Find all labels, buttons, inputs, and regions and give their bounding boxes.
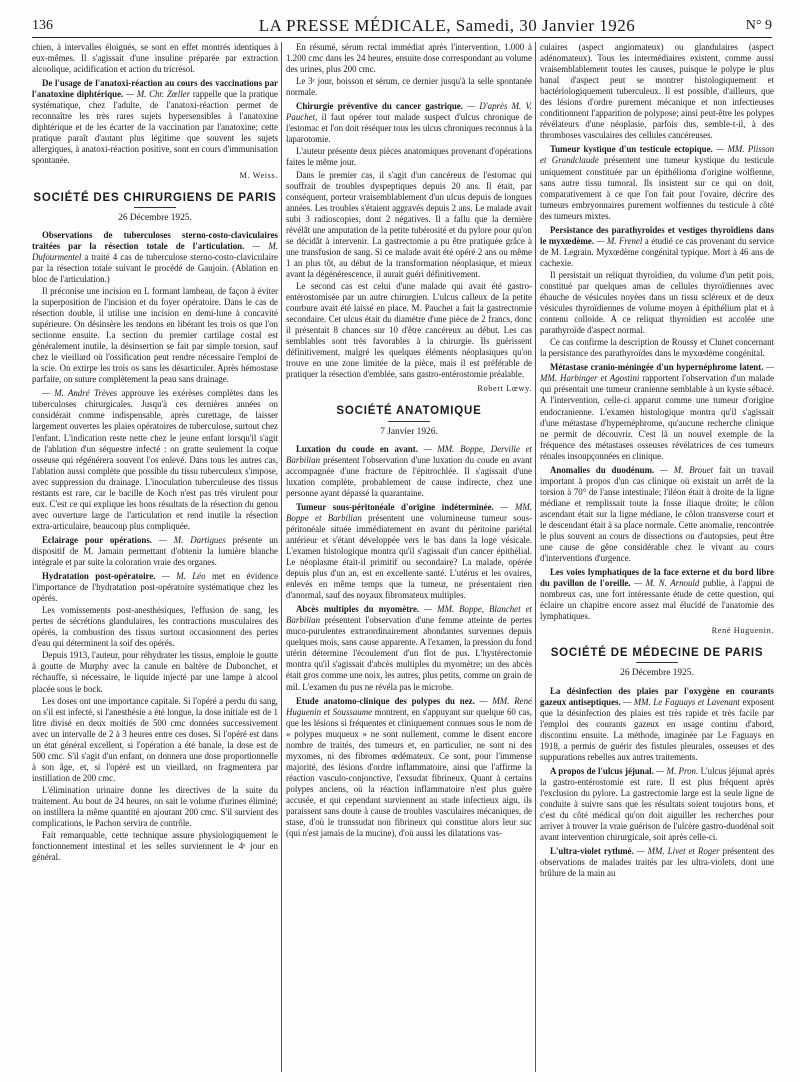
section-rule (636, 662, 678, 663)
author-signature: Robert Lœwy. (477, 384, 532, 394)
communication-text: a étudié ce cas provenant du service de M. Legrain. Myxœdème congénital typique. Mort à 46 ans de cachexie. (540, 235, 774, 268)
communication-paragraph (286, 444, 532, 499)
author-signature: M. Weiss. (239, 170, 278, 180)
journal-title: LA PRESSE MÉDICALE, Samedi, 30 Janvier 1926 (258, 16, 636, 35)
communication-title: Etude anatomo-clinique des polypes du nez. (296, 695, 475, 706)
communication-title: De l'usage de l'anatoxi-réaction au cours des vaccinations par l'anatoxine diphtérique. (32, 78, 278, 100)
communication-author: — M. Brouet (660, 464, 714, 475)
communication-text: présente un dispositif de M. Jamain permettant d'obtenir la lumière blanche intégrale et par suite la coloration vraie des organes. (32, 534, 278, 568)
communication-text: présentent une volumineuse tumeur sous-péritonéale située immédiatement en avant du péritoine pariétal antérieur et s'étant développée vers le bas dans la loge vésicale. L'examen histologique montra qu'il s'agissait d'un cancer épithélial. Le néoplasme était-il primitif ou secondaire? La malade, opérée depuis plus d'un an, est en excellente santé. L'utérus et les ovaires, enlevés en même temps que la tumeur, ne présentaient rien d'anormal, sauf des noyaux fibromateux multiples. (286, 512, 532, 601)
communication-paragraph (286, 502, 532, 601)
communication-text: exposent que la désinfection des plaies est très rapide et très facile par l'emploi des courants gazeux en usage continu d'abord, discontinu ensuite. La méthode, imaginée par Le Faguays en 1918, a permis de guérir des fistules pleurales, osseuses et des suppurations rebelles aux autres traitements. (540, 696, 774, 762)
communication-title: Eclairage pour opérations. (42, 534, 153, 545)
communication-title: Abcès multiples du myomètre. (296, 604, 420, 615)
communication-paragraph (540, 465, 774, 564)
body-paragraph: Le second cas est celui d'une malade qui avait été gastro-entérostomisée par un autre chirurgien. L'ulcus calleux de la petite courbure avait été laissé en place. M. Pauchet a fait la gastrectomie secondaire. Cet ulcus était du diamètre d'une pièce de 2 francs, donc il présentait 8 chances sur 10 d'être cancéreux au début. Les cas semblables sont très favorables à la chirurgie. Ils guérissent définitivement, malgré les quelques éléments néoplasiques qu'on trouve en une zone limitée de la pièce, mais il est préférable de pratiquer la résection d'emblée, sans gastro-entérostomie préalable. (286, 280, 532, 380)
body-paragraph: Il préconise une incision en L formant lambeau, de façon à éviter la superposition de l'incision et du foyer opératoire. Dans le cas de résection double, il utilise une incision en demi-lune à concavité supérieure. On désinsère les tendons en libérant les trois os que l'on sectionne ensuite. La section du premier cartilage costal est généralement inutile, la désinsertion se fait par simple torsion, sauf chez le vieillard où l'ossification peut rendre nécessaire l'emploi de la scie. On extirpe les trois os sans les désarticuler. Après hémostase parfaite, on suture complètement la peau sans drainage. (32, 285, 278, 385)
communication-paragraph (540, 766, 774, 843)
communication-paragraph (286, 696, 532, 840)
page-header (32, 16, 772, 36)
communication-paragraph (540, 362, 774, 461)
communication-author: — MM. Plisson et Grandclaude (540, 144, 774, 166)
communication-title: Les voies lymphatiques de la face externe et du bord libre du pavillon de l'oreille. (540, 567, 774, 589)
communication-title: Persistance des parathyroïdes et vestiges thyroïdiens dans le myxœdème. (540, 224, 774, 246)
communication-title: L'ultra-violet rythmé. (550, 846, 634, 857)
communication-text: a traité 4 cas de tuberculose sterno-costo-claviculaire par la résection totale suivant le procédé de Gaujoin. (Ablation en bloc de l'articulation.) (32, 251, 278, 284)
communication-author: — MM. René Huguenin et Soussaume (286, 695, 532, 717)
communication-text: publie, à l'appui de nombreux cas, une fort intéressante étude de cette question, qui éclaire un chapitre encore assez mal élucidé de l'anatomie des lymphatiques. (540, 578, 774, 622)
communication-author: — M. Frenel (596, 235, 643, 246)
communication-text: montrent, en s'appuyant sur quelque 60 cas, que les lésions si fréquentes et cliniquement connues sous le nom de « polypes muqueux » ne sont nullement, comme le disent encore nombre de traités, des tumeurs et, en particulier, ne sont ni des myxomes, ni des fibromes œdémateux. Ce sont, pour l'immense majorité, des lésions d'ordre inflammatoire, ainsi que l'affirme la réaction vasculo-conjonctive, l'exsudat fibrineux. Quant à certains polypes anciens, où la réaction inflammatoire n'est plus guère accusée, et qui cependant surviennent au stade infectieux aigu, ils paraissent sans doute à cause de troubles vasculaires mécaniques, de stase, d'où le transsudat non fibrineux qui constitue alors leur suc (qui n'est jamais de la mucine), d'où aussi les dilatations vas- (286, 706, 532, 839)
communication-paragraph (32, 571, 278, 604)
communication-text: il faut opérer tout malade suspect d'ulcus chronique de l'estomac et l'on doit réséquer tous les ulcus chroniques reconnus à la laparotomie. (286, 112, 532, 145)
communication-title: Tumeur sous-péritonéale d'origine indéterminée. (296, 501, 494, 512)
communication-author: — MM. Le Faguays et Lavenant (623, 696, 740, 707)
communication-title: La désinfection des plaies par l'oxygène en courants gazeux antiseptiques. (540, 685, 774, 707)
communication-text: présentent une tumeur kystique du testicule uniquement constituée par un épithélioma d'origine wolfienne, sans autre tissu tumoral. Ils insistent sur ce qui on doit, comparativement à ce que l'on fait pour l'ovaire, décrire des tumeurs embryonnaires purement wolfiennes du testicule à côté des tumeurs mixtes. (540, 155, 774, 221)
body-paragraph: Dans le premier cas, il s'agit d'un cancéreux de l'estomac qui souffrait de troubles dyspeptiques depuis 20 ans. Il était, par conséquent, porteur vraisemblablement d'un ulcus depuis de longues années. Les troubles s'étaient aggravés depuis 2 ans. Le malade avait subi 3 radioscopies, dont 2 négatives. Il a fallu que la dernière révélât une amputation de la petite tubérosité et du pylore pour qu'on se décidât à intervenir. La gastrectomie a pu être pratiquée grâce à une transfusion de sang. Si ce malade avait été opéré 2 ans ou même 1 an plus tôt, au début de la transformation néoplasique, et mieux avant la dégénérescence, il aurait guéri définitivement. (286, 169, 532, 279)
session-date: 26 Décembre 1925. (118, 212, 192, 223)
communication-title: Luxation du coude en avant. (296, 443, 418, 454)
communication-text: présentent l'observation d'une luxation du coude en avant accompagnée d'une fracture de l'épitrochlée. Il s'agissait d'une luxation complète, probablement de cause indirecte, chez une personne ayant dépassé la quarantaine. (286, 454, 532, 498)
communication-title: A propos de l'ulcus jéjunal. (550, 765, 654, 776)
communication-author: — M. Dartigues (158, 534, 226, 545)
communication-title: Hydratation post-opératoire. (42, 571, 156, 582)
column-divider (535, 42, 536, 1072)
section-heading: SOCIÉTÉ ANATOMIQUE (336, 405, 482, 418)
communication-paragraph (540, 567, 774, 622)
communication-paragraph (286, 604, 532, 692)
communication-author: — D'après M. V. Pauchet, (286, 101, 532, 123)
communication-text: rappelle que la pratique systématique, chez l'adulte, de l'anatoxi-réaction permet de reconnaître les très rares sujets hypersensibles à l'anatoxine diphtérique et de les écarter de la vaccination par l'anatoxine; cette pratique paraît d'autant plus légitime que souvent les sujets allergiques, à anatoxi-réaction positive, sont en cours d'immunisation spontanée. (32, 89, 278, 166)
section-rule (134, 207, 176, 208)
communication-author: — MM. Harbinger et Agostini (540, 362, 774, 384)
column-middle (286, 42, 532, 1072)
communication-paragraph (32, 230, 278, 285)
communication-author: — M. Dufourmentel (32, 240, 278, 262)
communication-title: Chirurgie préventive du cancer gastrique. (296, 101, 463, 112)
page-number: 136 (32, 18, 53, 33)
communication-author: — M. André Trèves (42, 388, 118, 399)
communication-paragraph (286, 101, 532, 145)
communication-title: Observations de tuberculoses sterno-costo-claviculaires traitées par la résection totale de l'articulation. (32, 229, 278, 251)
communication-text: présentent des observations de malades traités par les ultra-violets, dont une brûlure de la main au (540, 846, 774, 879)
body-paragraph: Depuis 1913, l'auteur, pour réhydrater les tissus, emploie le goutte à goutte de Murphy avec la canule en baltère de Dubonchet, et réchauffe, si nécessaire, le liquide injecté par une lampe à alcool placée sous le bock. (32, 650, 278, 694)
column-divider (281, 42, 282, 1072)
header-rule (32, 37, 772, 38)
body-paragraph: En résumé, sérum rectal immédiat après l'intervention, 1.000 à 1.200 cmc dans les 24 heures, ensuite dose correspondant au volume des urines, plus 200 cmc. (286, 42, 532, 75)
communication-text: présentent l'observation d'une femme atteinte de pertes muco-purulentes extraordinairement abondantes survenues depuis quelques mois, sans cause apparente. A l'examen, la pression du fond utérin détermine l'écoulement d'un flot de pus. L'hystérectomie montra qu'il s'agissait d'abcès multiples du myomètre; un des abcès était gros comme une noix, les autres, plus petits, comme un grain de mil. L'examen du pus ne révéla pas le microbe. (286, 615, 532, 692)
communication-paragraph (540, 686, 774, 763)
communication-text: L'ulcus jéjunal après la gastro-entérostomie est rare. Il est plus fréquent après l'exclusion du pylore. La gastrectomie large est la seule ligne de conduite à suivre sans que les résultats soient toujours bons, et c'est du côté médical qu'on doit aiguiller les recherches pour arriver à trouver la vraie guérison de l'ulcère gastro-duodénal soit avant intervention chirurgicale, soit après celle-ci. (540, 765, 774, 843)
communication-author: — M. Chr. Zœller (126, 89, 191, 100)
issue-number: N° 9 (745, 18, 772, 33)
communication-title: Tumeur kystique d'un testicule ectopique. (550, 144, 713, 155)
communication-paragraph (540, 846, 774, 879)
communication-author: — MM. Boppe, Blanchet et Barbilian (286, 604, 532, 626)
communication-paragraph (32, 78, 278, 166)
communication-author: — M. N. Arnould (634, 578, 700, 589)
communication-text: met en évidence l'importance de l'hydratation post-opératoire systématique chez les opérés. (32, 571, 278, 604)
communication-author: — MM. Livet et Roger (636, 846, 720, 857)
body-paragraph: Fait remarquable, cette technique assure physiologiquement le fonctionnement intestinal et les selles surviennent le 4ᵉ jour en général. (32, 830, 278, 863)
body-paragraph: Les doses ont une importance capitale. Si l'opéré a perdu du sang, on s'il est infecté, si l'anesthésie a été longue, la dose initiale est de 1 litre divisé en deux moitiés de 500 cmc données successivement avec un intervalle de 2 à 3 heures entre ces doses. Si l'opéré est dans un état général excellent, si l'opération a été banale, la dose est de 500 cmc. S'il s'agit d'un enfant, on donnera une dose proportionnelle à son âge, et, si l'opéré est un vieillard, on fragmentera par instillation de 200 cmc. (32, 695, 278, 783)
communication-paragraph (540, 225, 774, 269)
communication-paragraph (540, 144, 774, 221)
communication-author: — MM. Boppe et Barbilian (286, 501, 532, 523)
body-paragraph: Le 3ᵉ jour, boisson et sérum, ce dernier jusqu'à la selle spontanée normale. (286, 76, 532, 98)
body-paragraph: L'auteur présente deux pièces anatomiques provenant d'opérations faites le même jour. (286, 146, 532, 168)
communication-author: — MM. Boppe, Derville et Barbilian (286, 443, 532, 465)
communication-text: rapportent l'observation d'un malade qui présentait une tumeur cranienne semblable à un kyste sébacé. A l'intervention, celle-ci apparut comme une tumeur d'origine endocranienne. L'examen histologique montra qu'il s'agissait d'une métastase d'hypernéphrome, qu'aucune recherche clinique ne permit de découvrir. C'est là un nouvel exemple de la fréquence des métastases osseuses révélatrices de ces tumeurs rénales insoupçonnées en clinique. (540, 373, 774, 461)
session-date: 26 Décembre 1925. (620, 668, 694, 679)
section-heading: SOCIÉTÉ DES CHIRURGIENS DE PARIS (33, 191, 277, 204)
body-paragraph: Ce cas confirme la description de Roussy et Clunet concernant la persistance des parathyroïdes dans le myxœdème congénital. (540, 337, 774, 359)
communication-author: — M. Léo (161, 571, 206, 582)
communication-title: Anomalies du duodénum. (550, 464, 655, 475)
communication-paragraph (32, 535, 278, 568)
body-paragraph: L'élimination urinaire donne les directives de la suite du traitement. Au bout de 24 heures, on sait le volume d'urines éliminé; on instillera la même quantité en ajoutant 200 cmc. S'il survient des complications, le Pachon servira de contrôle. (32, 784, 278, 829)
communication-paragraph (32, 388, 278, 532)
communication-title: Métastase cranio-méningée d'un hypernéphrome latent. (550, 362, 764, 373)
column-right (540, 42, 774, 1072)
body-paragraph: Il persistait un reliquat thyroïdien, du volume d'un petit pois, constitué par quelques amas de cellules thyroïdiennes avec ébauche de vésicules noyées dans un tissu scléreux et de deux vésicules thyroïdiennes de volume moyen à épithélium plat et à contenu colloïde. A ce reliquat thyroïdien est accolée une parathyroïde d'aspect normal. (540, 269, 774, 336)
author-signature: René Huguenin. (711, 626, 774, 636)
session-date: 7 Janvier 1926. (380, 426, 438, 437)
communication-author: — M. Pron. (656, 765, 699, 776)
body-paragraph: chien, à intervalles éloignés, se sont en effet montrés identiques à eux-mêmes. Il s'agissait d'une insuline préparée par extraction alcoolique, acidification et action du tricrésol. (32, 42, 278, 75)
communication-text: approuve les exérèses complètes dans les tuberculoses chirurgicales. Jusqu'à ces dernières années on considérait comme indispensable, après curettage, de laisser largement ouvertes les plaies opératoires de tuberculose, surtout chez l'enfant. L'indication reste nette chez le jeune enfant lorsqu'il s'agit de l'ablation d'un séquestre infecté : on gratte seulement la coque osseuse qui régénérera souvent l'os enlevé. Dans tous les autres cas, l'ablation aussi complète que possible du tissu tuberculeux s'impose, avec suppression du drainage. L'inoculation tuberculeuse des tissus restants est rare, car le bacille de Koch n'est pas très virulent pour eux. C'est ce qui explique les bons résultats de la résection du genou avec ouverture large de l'articulation et rend inutile la résection extra-articulaire, beaucoup plus compliquée. (32, 388, 278, 531)
section-rule (388, 421, 430, 422)
communication-text: fait un travail important à propos d'un cas clinique où existait un arrêt de la torsion à 70° de l'anse intestinale; l'iléon était à droite de la ligne médiane et remplissait toute la fosse iliaque droite; le côlon ascendant était sur la ligne médiane, le côlon transverse court et le descendant était à sa place normale. Cette anomalie, rencontrée le plus souvent au cours de dissections ou d'autopsies, peut être une cause de gêne considérable chez le vivant au cours d'interventions d'urgence. (540, 464, 774, 564)
section-heading: SOCIÉTÉ DE MÉDECINE DE PARIS (550, 647, 764, 660)
column-left (32, 42, 278, 1072)
body-paragraph: culaires (aspect angiomateux) ou glandulaires (aspect adénomateux). Tous les intermédiaires existent, comme aussi vraisemblablement toutes les causes, puisque le polype le plus banal d'aspect peut se montrer histologiquement et bactériologiquement tuberculeux. Il est possible, d'ailleurs, que des lésions d'ordre purement mécanique et non infectieuses conditionnent l'apparition de polypose; ainsi peut-être les polypes révélateurs d'une néoplasie, parfois dus, semble-t-il, à des thromboses vasculaires des cellules cancéreuses. (540, 42, 774, 141)
body-paragraph: Les vomissements post-anesthésiques, l'effusion de sang, les pertes de sécrétions glandulaires, les contractions musculaires des opérés, la combustion des tissus surtout occasionnent des pertes d'eau qui déterminent la soif des opérés. (32, 605, 278, 649)
